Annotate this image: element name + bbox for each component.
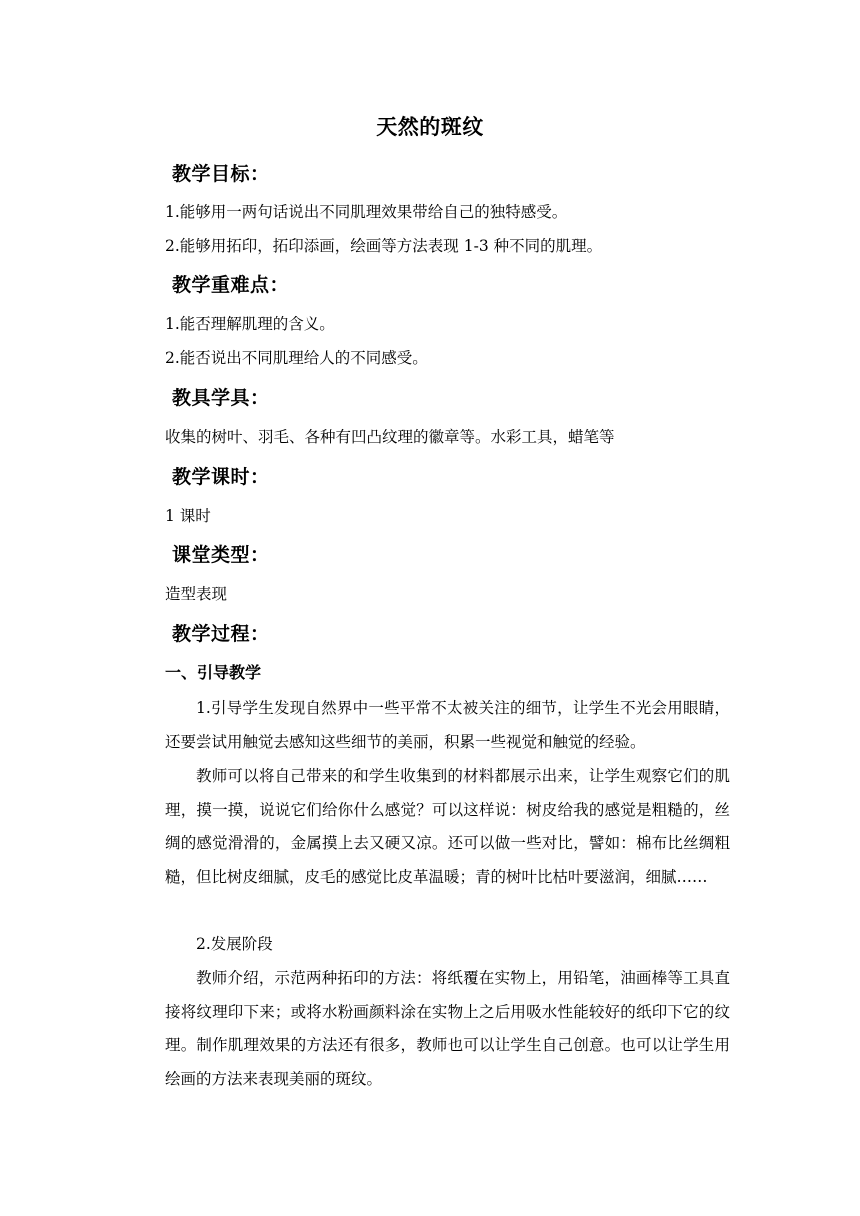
process-part1-paragraph-1: 1.引导学生发现自然界中一些平常不太被关注的细节，让学生不光会用眼睛，还要尝试用触觉去感知这些细节的美丽，积累一些视觉和触觉的经验。 (165, 699, 730, 751)
process-part2-title: 2.发展阶段 (196, 935, 273, 953)
periods-text: 1 课时 (165, 507, 211, 525)
class-type-text: 造型表现 (165, 585, 228, 603)
process-part1-title: 一、引导教学 (165, 663, 262, 682)
key-point-item-1: 1.能否理解肌理的含义。 (165, 315, 335, 333)
materials-heading: 教具学具： (172, 387, 270, 409)
periods-heading: 教学课时： (172, 466, 270, 488)
materials-text: 收集的树叶、羽毛、各种有凹凸纹理的徽章等。水彩工具，蜡笔等 (165, 428, 615, 446)
process-part1-paragraph-2: 教师可以将自己带来的和学生收集到的材料都展示出来，让学生观察它们的肌理，摸一摸，说说它们给你什么感觉？可以这样说：树皮给我的感觉是粗糙的，丝绸的感觉滑滑的，金属摸上去又硬又凉。还可以做一些对比，譬如：棉布比丝绸粗糙，但比树皮细腻，皮毛的感觉比皮革温暖；青的树叶比枯叶要滋润，细腻…… (165, 767, 730, 886)
objective-item-2: 2.能够用拓印，拓印添画，绘画等方法表现 1-3 种不同的肌理。 (165, 237, 603, 255)
class-type-heading: 课堂类型： (172, 544, 270, 566)
objective-item-1: 1.能够用一两句话说出不同肌理效果带给自己的独特感受。 (165, 203, 568, 221)
process-heading: 教学过程： (172, 623, 270, 645)
key-point-item-2: 2.能否说出不同肌理给人的不同感受。 (165, 349, 428, 367)
key-points-heading: 教学重难点： (172, 274, 290, 296)
document-title: 天然的斑纹 (376, 115, 484, 139)
process-part2-paragraph-1: 教师介绍，示范两种拓印的方法：将纸覆在实物上，用铅笔，油画棒等工具直接将纹理印下来；或将水粉画颜料涂在实物上之后用吸水性能较好的纸印下它的纹理。制作肌理效果的方法还有很多，教师也可以让学生自己创意。也可以让学生用绘画的方法来表现美丽的斑纹。 (165, 969, 730, 1088)
objectives-heading: 教学目标： (172, 163, 270, 185)
